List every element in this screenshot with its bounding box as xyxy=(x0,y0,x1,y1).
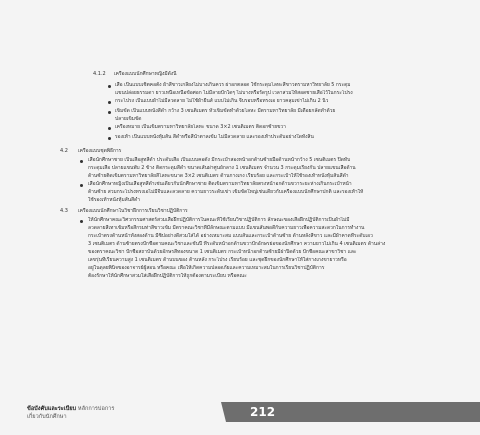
paragraph-line: 3 เซนติเมตร ด้านซ้ายตรงปักชื่อตามคณะวิชาและชั้นปี ที่ระดับหน้าอกด้านขวาปักอักษรย่อของนักศึกษา ความยาวไม่เกิน 4 เซนติเมตร ด้านล่าง xyxy=(88,241,386,247)
paragraph-line: เสื้อนักศึกษาชาย เป็นเสื้อสูทสีดำ ประดับเสื้อ เป็นแบบคอตั้ง มีกระเป๋าสองหน้าอกด้านซ้ายมือด้านหน้ากว้าง 5 เซนติเมตร ปิดทับ xyxy=(88,157,351,163)
paragraph-line: กระโปรง เป็นแบบผ้าไม่มีลวดลาย ไม่ใช้ผ้ายีนส์ แบบไม่เกิน จีบรอบหรือทรงเอ ยาวคลุมเข่าไม่เกิน 2 นิ้ว xyxy=(115,98,329,104)
footer-title-rest: หลักการบ่อการ xyxy=(76,406,115,412)
bullet-marker xyxy=(80,220,83,223)
page-number: 212 xyxy=(250,405,276,419)
bullet-marker xyxy=(108,101,111,104)
paragraph-line: เสื้อนักศึกษาหญิงเป็นเสื้อสูทสีดำเช่นเดียวกับนักศึกษาชาย ติดเข็มตรามหาวิทยาลัยตรงหน้าอกด้านขวาระยะห่างเกินกระเป๋าหน้า xyxy=(88,181,352,187)
section-number-4-2: 4.2 xyxy=(60,148,68,154)
paragraph-line: เลขรุ่นที่เรียนความสูง 1 เซนติเมตร ด้านบนของ ด้านหลัง กระโปรง เรียบร้อย และชุดฝึกของนักศึกษาให้ใส่กางเกงขายาวหรือ xyxy=(88,257,347,263)
paragraph-line: ปลายเข็มขัด xyxy=(115,116,142,122)
paragraph-line: เสื้อ เป็นแบบเชิ้ตคอตั้ง ผ้าสีขาวเกลี้ยงไม่บางเกินควร ผ่าอกตลอด ใช้กระดุมโลหะสีขาวตรามหาวิทยาลัย 5 กระดุม xyxy=(115,82,351,88)
bullet-marker xyxy=(108,137,111,140)
footer-subtitle: เกี่ยวกับนักศึกษา xyxy=(27,414,67,420)
section-title-4-3: เครื่องแบบนักศึกษาในวิชาฝึกการเรียนวิชาปฏิบัติการ xyxy=(78,208,188,214)
paragraph-line: อยู่ในดุลยพินิจของอาจารย์ผู้สอน หรือคณะ เพื่อให้เกิดความปลอดภัยและความเหมาะสมในการเรียนวิชาปฏิบัติการ xyxy=(88,265,325,271)
paragraph-line: ให้นักศึกษาคณะวิศวกรรมศาสตร์สวมเสื้อฝึกปฏิบัติการในคณะที่ใช้เรียนวิชาปฏิบัติการ ลักษณะของเสื้อฝึกปฏิบัติการเป็นผ้าไม่มี xyxy=(88,217,350,223)
paragraph-line: ต้องรักษาให้นักศึกษาสวมใส่เสื้อฝึกปฏิบัติการให้ถูกต้องตามระเบียบ หรือคณะ xyxy=(88,273,247,279)
paragraph-line: รองเท้า เป็นแบบหนังหุ้มส้น สีดำหรือสีน้ำตาลเข้ม ไม่มีลวดลาย และรองเท้าประดับอย่างใดทั้งสิ้น xyxy=(115,134,314,140)
footer-title-bold: ข้อบังคับและระเบียบ xyxy=(27,406,77,412)
paragraph-line: แขนปล่อยธรรมดา ยาวเหนือเหนือข้อศอก ไม่มีลายปักใดๆ ไม่บางหรือรัดรูป เวลาสวมให้สอดชายเสื้อไว้ในกระโปรง xyxy=(115,90,353,96)
bullet-marker xyxy=(80,184,83,187)
paragraph-line: ด้านซ้าย สวมกระโปรงทรงเอไม่มีจีบและลวดลาย ความยาวระดับเข่า เข็มขัดใหญ่เช่นเดียวกับเครื่องแบบนักศึกษาปกติ และรองเท้าให้ xyxy=(88,189,364,195)
bullet-marker xyxy=(108,127,111,130)
bullet-marker xyxy=(108,85,111,88)
paragraph-line: กระเป๋าตรงด้านหน้าทั้งสองด้าน มีซิปอย่างดีสวมใส่ได้ อย่างเหมาะสม แบบสั้นและกระเป๋าด้านซ้าย ด้านหลังสีขาว และมีผ้าคาดที่ระดับเอว xyxy=(88,233,373,239)
paragraph-line: กระดุมเสื้อ ปลายแขนพับ 2 ข้าง ติดกระดุมสีดำ ขนาดเส้นผ่าศูนย์กลาง 1 เซนติเมตร จำนวน 3 กระดุมเรียงกัน ปลายแขนเสื้อด้าน xyxy=(88,165,356,171)
section-title-4-1-2: เครื่องแบบนักศึกษาหญิงมีดังนี้ xyxy=(114,71,177,77)
section-number-4-1-2: 4.1.2 xyxy=(93,71,106,77)
section-number-4-3: 4.3 xyxy=(60,208,68,214)
bullet-marker xyxy=(80,160,83,163)
paragraph-line: ลวดลายสีเทาเข้มหรือสีกรมท่าสีขาวเข้ม มีตราคณะวิชาที่มีลักษณะตามแบบ มีแขนสั้นพอดีกับความยาวเพื่อความสะดวกในการทำงาน xyxy=(88,225,365,231)
paragraph-line: เครื่องหมาย เป็นเข็มตรามหาวิทยาลัยโลหะ ขนาด 3×2 เซนติเมตร ติดอกซ้ายขวา xyxy=(115,124,286,130)
footer-title xyxy=(27,405,114,413)
section-title-4-2: เครื่องแบบชุดพิธีการ xyxy=(78,148,122,154)
paragraph-line: ใช้รองเท้าหนังหุ้มส้นสีดำ xyxy=(88,197,140,203)
paragraph-line: ของตราคณะวิชา ปักชื่อสถาบันด้วยอักษรสีทองขนาด 1 เซนติเมตร กระเป๋าหน้าอกด้านซ้ายมีฝาปิดด้วย ปักชื่อคณะสาขาวิชา และ xyxy=(88,249,357,255)
bullet-marker xyxy=(108,111,111,114)
paragraph-line: เข็มขัด เป็นแบบหนังสีดำ กว้าง 3 เซนติเมตร หัวเข็มขัดทำด้วยโลหะ มีตรามหาวิทยาลัย มีเดือยกลัดทำด้วย xyxy=(115,108,336,114)
paragraph-line: ด้านซ้ายติดเข็มตรามหาวิทยาลัยสีโลหะขนาด 3×2 เซนติเมตร ด้านกางเกง เรียบร้อย และกระเป๋าให้ใช้รองเท้าหนังหุ้มส้นสีดำ xyxy=(88,173,349,179)
